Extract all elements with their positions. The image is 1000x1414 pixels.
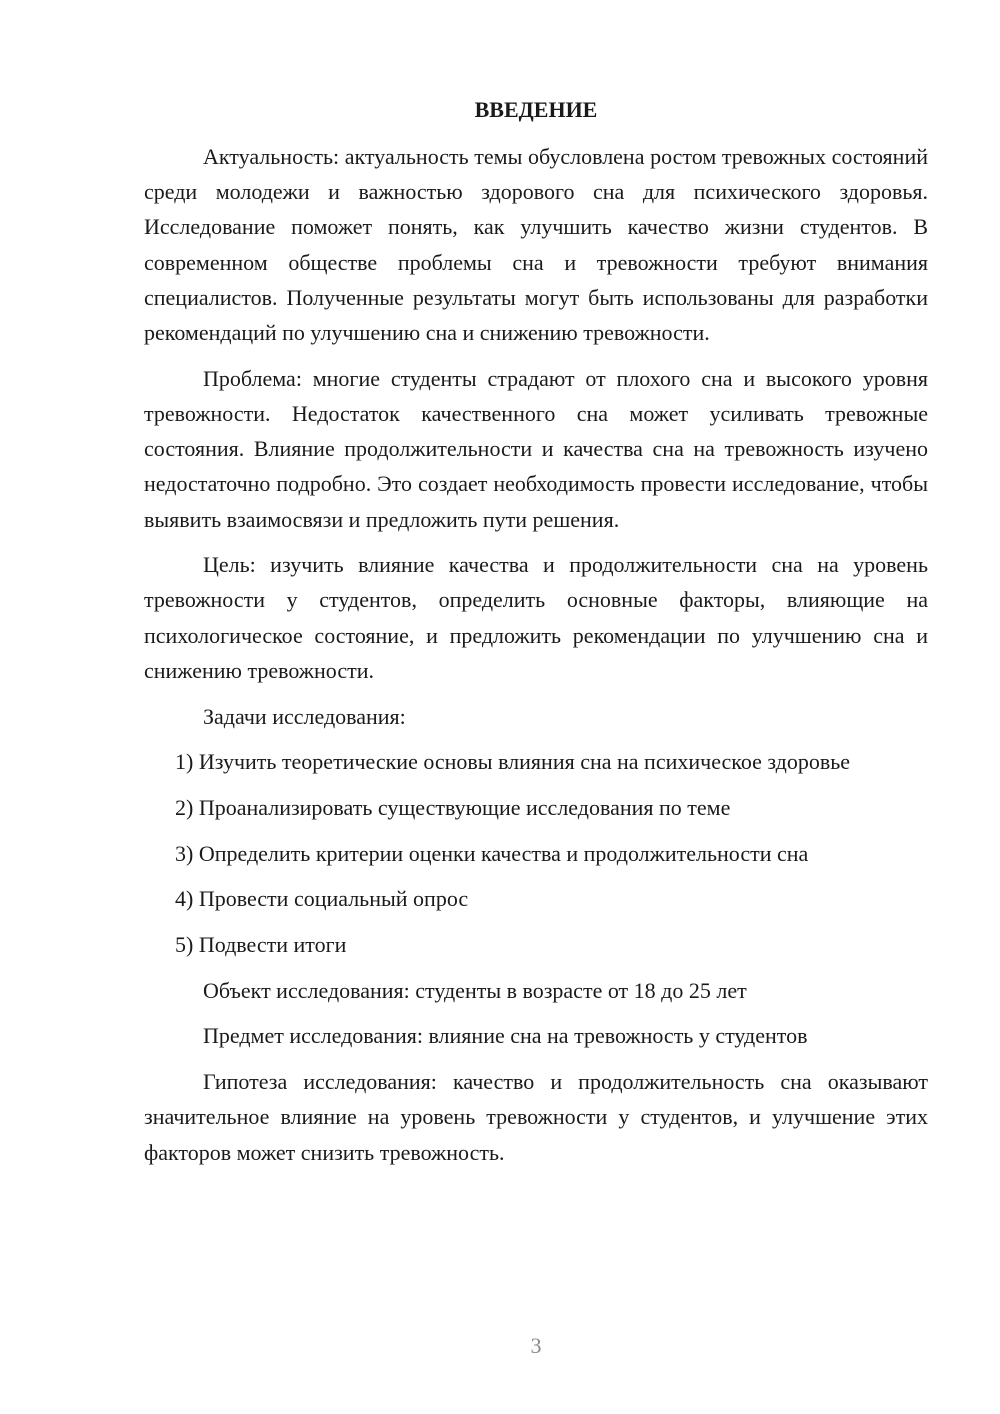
section-heading: ВВЕДЕНИЕ: [474, 97, 598, 122]
task-item: 2) Проанализировать существующие исследования по теме: [175, 794, 731, 820]
goal-paragraph: Цель: изучить влияние качества и продолжительности сна на уровень тревожности у студентов, определить основные факторы, влияющие на психологическое состояние, и предложить рекомендации по улучшению сна и снижению тревожности.: [144, 552, 928, 683]
research-subject: Предмет исследования: влияние сна на тревожность у студентов: [203, 1023, 808, 1049]
research-object: Объект исследования: студенты в возрасте от 18 до 25 лет: [203, 977, 747, 1003]
task-item: 4) Провести социальный опрос: [175, 886, 469, 912]
tasks-heading: Задачи исследования:: [203, 703, 406, 729]
task-item: 5) Подвести итоги: [175, 932, 347, 958]
problem-paragraph: Проблема: многие студенты страдают от плохого сна и высокого уровня тревожности. Недостаток качественного сна может усиливать тревожные состояния. Влияние продолжительности и качества сна на тревожность изучено недостаточно подробно. Это создает необходимость провести исследование, чтобы выявить взаимосвязи и предложить пути решения.: [144, 365, 928, 532]
page-content: [144, 92, 928, 1180]
hypothesis-paragraph: Гипотеза исследования: качество и продолжительность сна оказывают значительное влияние на уровень тревожности у студентов, и улучшение этих факторов может снизить тревожность.: [144, 1069, 928, 1165]
task-item: 1) Изучить теоретические основы влияния сна на психическое здоровье: [175, 749, 851, 775]
page-number: 3: [530, 1333, 542, 1358]
relevance-paragraph: Актуальность: актуальность темы обусловлена ростом тревожных состояний среди молодежи и важностью здорового сна для психического здоровья. Исследование поможет понять, как улучшить качество жизни студентов. В современном обществе проблемы сна и тревожности требуют внимания специалистов. Полученные результаты могут быть использованы для разработки рекомендаций по улучшению сна и снижению тревожности.: [144, 144, 928, 346]
task-item: 3) Определить критерии оценки качества и продолжительности сна: [175, 840, 809, 866]
